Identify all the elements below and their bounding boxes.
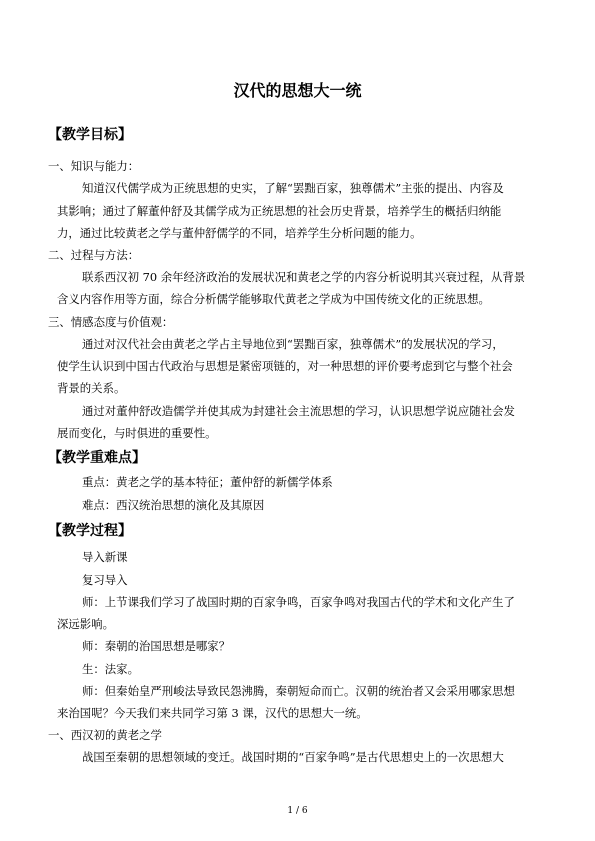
section-heading-key-points: 【教学重难点】 bbox=[48, 450, 146, 466]
paragraph-line: 师：秦朝的治国思想是哪家？ bbox=[82, 639, 231, 653]
paragraph-line: 含义内容作用等方面，综合分析儒学能够取代黄老之学成为中国传统文化的正统思想。 bbox=[57, 292, 490, 306]
paragraph-line: 师：但秦始皇严刑峻法导致民怨沸腾，秦朝短命而亡。汉朝的统治者又会采用哪家思想 bbox=[82, 684, 515, 698]
paragraph-line: 战国至秦朝的思想领域的变迁。战国时期的“百家争鸣”是古代思想史上的一次思想大 bbox=[82, 750, 504, 764]
paragraph-line: 力，通过比较黄老之学与董仲舒儒学的不同，培养学生分析问题的能力。 bbox=[57, 226, 422, 240]
paragraph-line: 背景的关系。 bbox=[57, 381, 126, 395]
paragraph-line: 师：上节课我们学习了战国时期的百家争鸣，百家争鸣对我国古代的学术和文化产生了 bbox=[82, 595, 515, 609]
paragraph-line: 来治国呢？今天我们来共同学习第 3 课，汉代的思想大一统。 bbox=[57, 706, 368, 720]
paragraph-line: 深远影响。 bbox=[57, 617, 114, 631]
paragraph-line: 复习导入 bbox=[82, 573, 128, 587]
paragraph-line: 其影响；通过了解董仲舒及其儒学成为正统思想的社会历史背景，培养学生的概括归纳能 bbox=[57, 204, 502, 218]
paragraph-line: 通过对董仲舒改造儒学并使其成为封建社会主流思想的学习，认识思想学说应随社会发 bbox=[82, 404, 515, 418]
paragraph-line: 使学生认识到中国古代政治与思想是紧密项链的，对一种思想的评价要考虑到它与整个社会 bbox=[57, 359, 513, 373]
page-number: 1 / 6 bbox=[287, 806, 308, 816]
key-point-difficulty: 难点：西汉统治思想的演化及其原因 bbox=[82, 498, 265, 512]
key-point-focus: 重点：黄老之学的基本特征；董仲舒的新儒学体系 bbox=[82, 475, 333, 489]
paragraph-line: 联系西汉初 70 余年经济政治的发展状况和黄老之学的内容分析说明其兴衰过程，从背景 bbox=[82, 270, 526, 284]
paragraph-line: 通过对汉代社会由黄老之学占主导地位到“罢黜百家，独尊儒术”的发展状况的学习， bbox=[82, 337, 504, 351]
subheading-knowledge: 一、知识与能力： bbox=[48, 159, 140, 173]
page-title: 汉代的思想大一统 bbox=[233, 81, 362, 100]
section-heading-process: 【教学过程】 bbox=[48, 523, 132, 539]
paragraph-line: 知道汉代儒学成为正统思想的史实，了解“罢黜百家，独尊儒术”主张的提出、内容及 bbox=[82, 181, 504, 195]
paragraph-line: 导入新课 bbox=[82, 550, 128, 564]
subheading-process-method: 二、过程与方法： bbox=[48, 248, 140, 262]
paragraph-line: 生：法家。 bbox=[82, 662, 139, 676]
subheading-attitude: 三、情感态度与价值观： bbox=[48, 315, 174, 329]
paragraph-line: 展而变化，与时俱进的重要性。 bbox=[57, 426, 217, 440]
section-heading-goals: 【教学目标】 bbox=[48, 127, 132, 143]
subheading-early-han: 一、西汉初的黄老之学 bbox=[48, 728, 162, 742]
